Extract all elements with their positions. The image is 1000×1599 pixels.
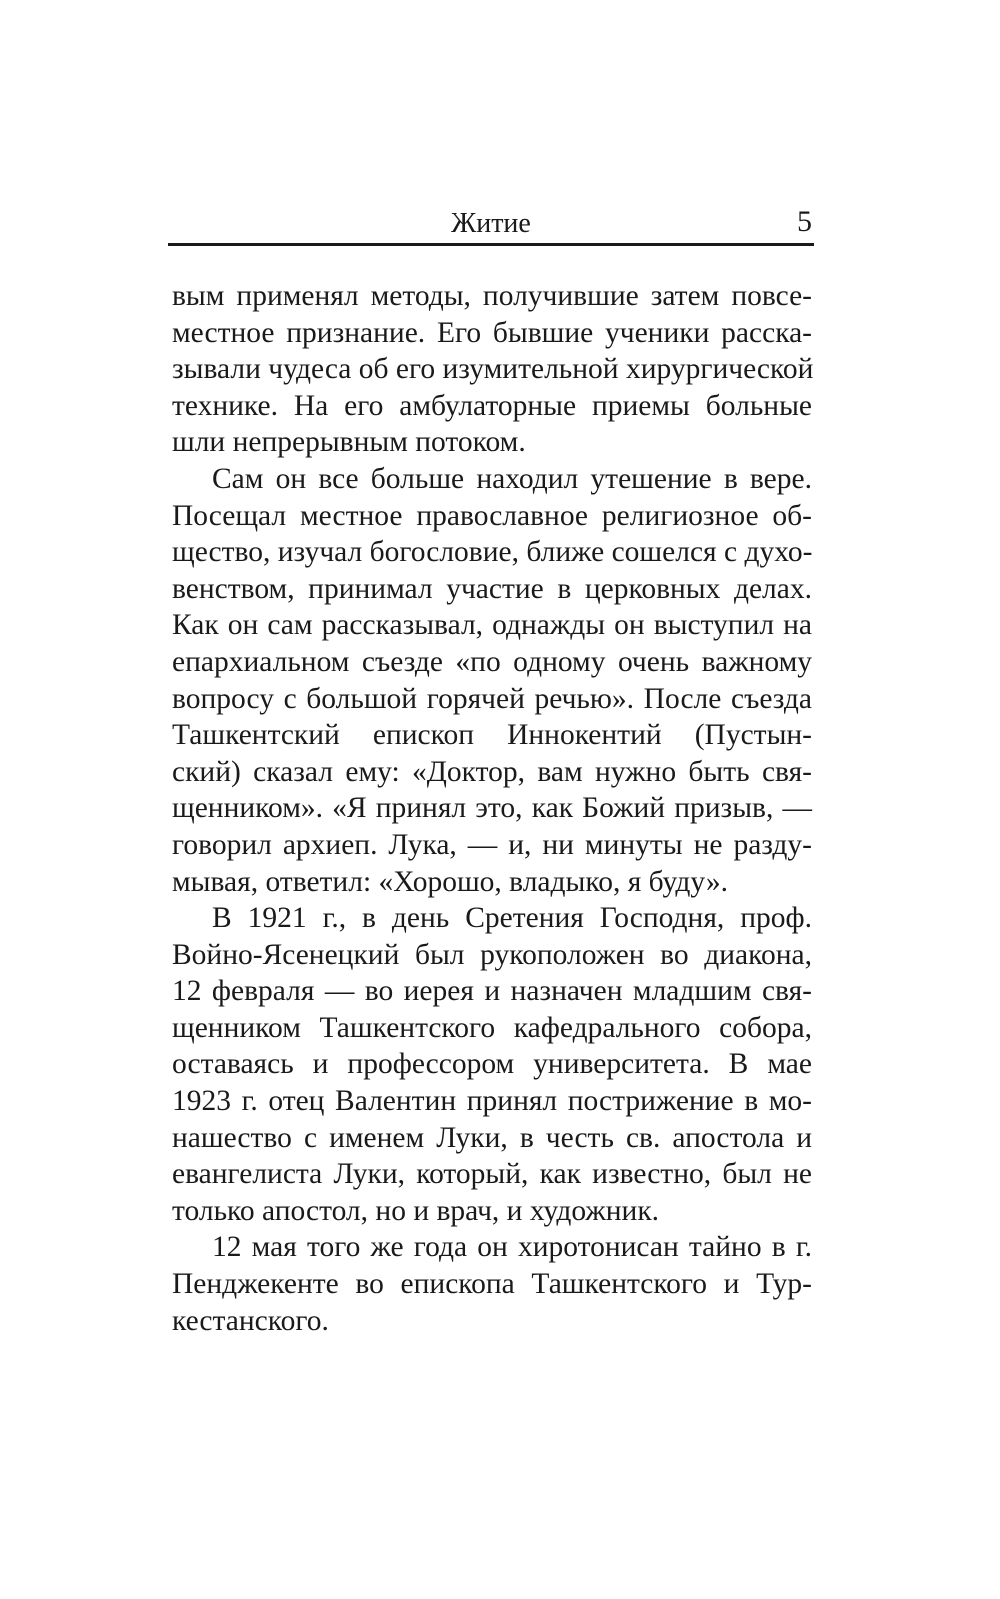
body-text bbox=[172, 278, 812, 1339]
text-line: кестанского. bbox=[172, 1304, 329, 1337]
text-line: говорил архиеп. Лука, — и, ни минуты не разду- bbox=[172, 828, 812, 861]
header-rule bbox=[168, 243, 814, 246]
text-line: Посещал местное православное религиозное об- bbox=[172, 499, 812, 532]
text-line: В 1921 г., в день Сретения Господня, проф. bbox=[212, 902, 812, 935]
text-line: мывая, ответил: «Хорошо, владыко, я буду». bbox=[172, 865, 729, 898]
text-line: Войно-Ясенецкий был рукоположен во диакона, bbox=[172, 938, 812, 971]
text-line: Ташкентский епископ Иннокентий (Пустын- bbox=[172, 719, 812, 752]
text-line: оставаясь и профессором университета. В мае bbox=[172, 1048, 812, 1081]
text-line: вопросу с большой горячей речью». После съезда bbox=[172, 682, 812, 715]
running-title: Житие bbox=[451, 208, 531, 239]
text-line: венством, принимал участие в церковных делах. bbox=[172, 572, 812, 605]
text-line: щенником Ташкентского кафедрального собора, bbox=[172, 1011, 812, 1044]
page-number: 5 bbox=[797, 205, 812, 238]
text-line: зывали чудеса об его изумительной хирургической bbox=[172, 353, 814, 386]
text-line: Как он сам рассказывал, однажды он выступил на bbox=[172, 609, 812, 642]
text-line: щество, изучал богословие, ближе сошелся с духо- bbox=[172, 536, 813, 569]
text-line: ский) сказал ему: «Доктор, вам нужно быть свя- bbox=[172, 755, 812, 788]
text-line: вым применял методы, получившие затем повсе- bbox=[172, 280, 812, 312]
text-line: технике. На его амбулаторные приемы больные bbox=[172, 389, 812, 422]
text-line: 12 февраля — во иерея и назначен младшим свя- bbox=[172, 975, 812, 1008]
text-line: 12 мая того же года он хиротонисан тайно в г. bbox=[212, 1231, 812, 1264]
running-header bbox=[168, 204, 814, 240]
text-line: евангелиста Луки, который, как известно, был не bbox=[172, 1158, 812, 1191]
text-line: щенником». «Я принял это, как Божий призыв, — bbox=[172, 792, 812, 825]
text-line: шли непрерывным потоком. bbox=[172, 426, 526, 459]
text-line: местное признание. Его бывшие ученики расска- bbox=[172, 316, 812, 349]
text-line: 1923 г. отец Валентин принял пострижение в мо- bbox=[172, 1085, 812, 1118]
text-line: епархиальном съезде «по одному очень важному bbox=[172, 645, 812, 678]
text-line: Сам он все больше находил утешение в вере. bbox=[212, 462, 812, 495]
text-line: нашество с именем Луки, в честь св. апостола и bbox=[172, 1121, 812, 1154]
text-line: только апостол, но и врач, и художник. bbox=[172, 1194, 660, 1227]
text-line: Пенджекенте во епископа Ташкентского и Тур- bbox=[172, 1268, 812, 1301]
